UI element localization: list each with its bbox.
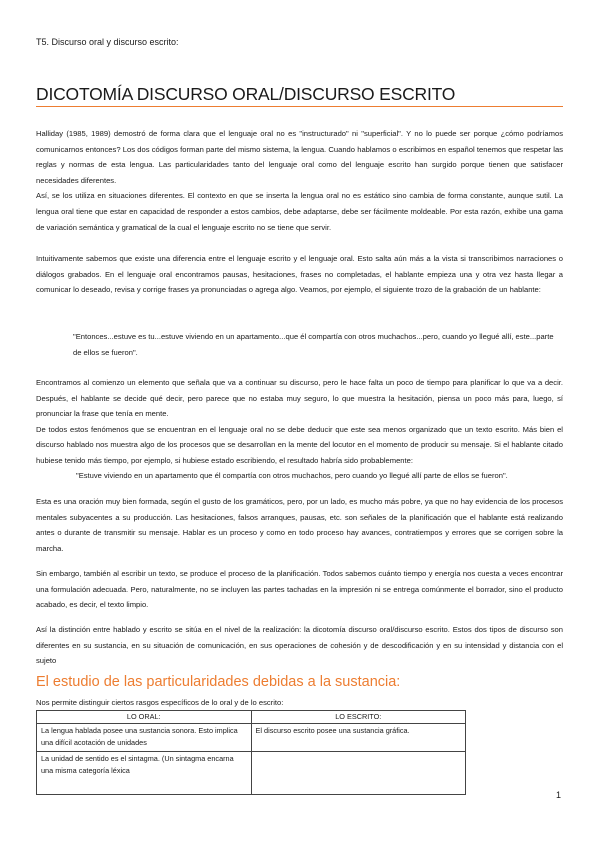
column-header: LO ESCRITO: bbox=[251, 711, 466, 724]
paragraph: Halliday (1985, 1989) demostró de forma clara que el lenguaje oral no es "instructurado" ni "superficial". Y no lo puede ser porque ¿cómo podríamos comunicarnos entonces? Los dos códigos forman parte del mismo sistema, la lengua. Cuando hablamos o escribimos en español tenemos que respetar las reglas y normas de esta lengua. Las particularidades tanto del lenguaje oral como del lenguaje escrito han surgido porque tienen que satisfacer necesidades diferentes. bbox=[36, 129, 563, 185]
table-cell: El discurso escrito posee una sustancia gráfica. bbox=[251, 724, 466, 752]
table-cell: La unidad de sentido es el sintagma. (Un sintagma encarna una misma categoría léxica bbox=[37, 752, 252, 795]
body-block-6 bbox=[36, 622, 563, 669]
body-block-1 bbox=[36, 126, 563, 235]
column-header: LO ORAL: bbox=[37, 711, 252, 724]
paragraph: De todos estos fenómenos que se encuentran en el lenguaje oral no se debe deducir que este sea menos organizado que un texto escrito. Más bien el discurso hablado nos muestra algo de los procesos que se desarrollan en la mente del locutor en el momento de producir su mensaje. Si el hablante citado hubiese tenido más tiempo, por ejemplo, si hubiese estado escribiendo, el resultado habría sido probablemente: bbox=[36, 424, 563, 465]
table-header-row bbox=[37, 711, 466, 724]
paragraph: Así la distinción entre hablado y escrito se sitúa en el nivel de la realización: la dicotomía discurso oral/discurso escrito. Estos dos tipos de discurso son diferentes en su sustancia, en su situación de comunicación, en sus operaciones de cohesión y de descodificación y en su intensidad y distancia con el sujeto bbox=[36, 625, 563, 666]
paragraph: Así, se los utiliza en situaciones diferentes. El contexto en que se inserta la lengua oral no es estático sino cambia de forma constante, aunque sutil. La lengua oral tiene que estar en capacidad de responder a estos cambios, debe adaptarse, debe ser fácilmente moldeable. Por esta razón, exhibe una gama de variación semántica y gramatical de la cual el lenguaje escrito no se tiene que servir. bbox=[36, 191, 563, 232]
section-heading: El estudio de las particularidades debidas a la sustancia: bbox=[36, 674, 401, 690]
page-header: T5. Discurso oral y discurso escrito: bbox=[36, 37, 179, 47]
body-block-4 bbox=[36, 494, 563, 556]
title-underline bbox=[36, 106, 563, 107]
document-title: DICOTOMÍA DISCURSO ORAL/DISCURSO ESCRITO bbox=[36, 84, 456, 104]
table-row bbox=[37, 724, 466, 752]
paragraph: Sin embargo, también al escribir un texto, se produce el proceso de la planificación. Todos sabemos cuánto tiempo y energía nos cuesta a veces encontrar una formulación adecuada. Pero, naturalmente, no se incluyen las partes tachadas en la impresión ni se entrega comúnmente el borrador, sino el producto acabado, es decir, el texto limpio. bbox=[36, 569, 563, 610]
paragraph: Intuitivamente sabemos que existe una diferencia entre el lenguaje escrito y el lenguaje oral. Esto salta aún más a la vista si transcribimos narraciones o diálogos grabados. En el lenguaje oral encontramos pausas, hesitaciones, frases no completadas, el hablante empieza una y otra vez hasta llegar a comunicar lo deseado, revisa y corrige frases ya pronunciadas o agrega algo. Veamos, por ejemplo, el siguiente trozo de la grabación de un hablante: bbox=[36, 254, 563, 295]
comparison-table bbox=[36, 710, 466, 795]
table-cell bbox=[251, 752, 466, 795]
table-row bbox=[37, 752, 466, 795]
body-block-3 bbox=[36, 375, 563, 469]
table-cell: La lengua hablada posee una sustancia sonora. Esto implica una difícil acotación de unidades bbox=[37, 724, 252, 752]
body-block-5 bbox=[36, 566, 563, 613]
quote-written: "Estuve viviendo en un apartamento que él compartía con otros muchachos, pero cuando yo llegué allí parte de ellos se fueron". bbox=[76, 471, 508, 480]
paragraph: Esta es una oración muy bien formada, según el gusto de los gramáticos, pero, por un lado, es mucho más pobre, ya que no hay evidencia de los procesos mentales subyacentes a su producción. Las hesitaciones, falsos arranques, pausas, etc. son señales de la planificación que el hablante está realizando antes o durante de transmitir su mensaje. Hablar es un proceso y como en todo proceso hay avances, contratiempos y errores que se corrigen sobre la marcha. bbox=[36, 497, 563, 553]
table-intro: Nos permite distinguir ciertos rasgos específicos de lo oral y de lo escrito: bbox=[36, 698, 284, 707]
paragraph: Encontramos al comienzo un elemento que señala que va a continuar su discurso, pero le hace falta un poco de tiempo para planificar lo que va a decir. Después, el hablante se decide qué decir, pero parece que no estaba muy seguro, lo que muestra la hesitación, piensa un poco más para, luego, sí pronunciar la frase que tenía en mente. bbox=[36, 378, 563, 419]
body-block-2 bbox=[36, 251, 563, 298]
quote-oral: "Entonces...estuve es tu...estuve viviendo en un apartamento...que él compartía con otros muchachos...pero, cuando yo llegué allí, este...parte de ellos se fueron". bbox=[73, 332, 554, 357]
page-number: 1 bbox=[556, 790, 562, 800]
